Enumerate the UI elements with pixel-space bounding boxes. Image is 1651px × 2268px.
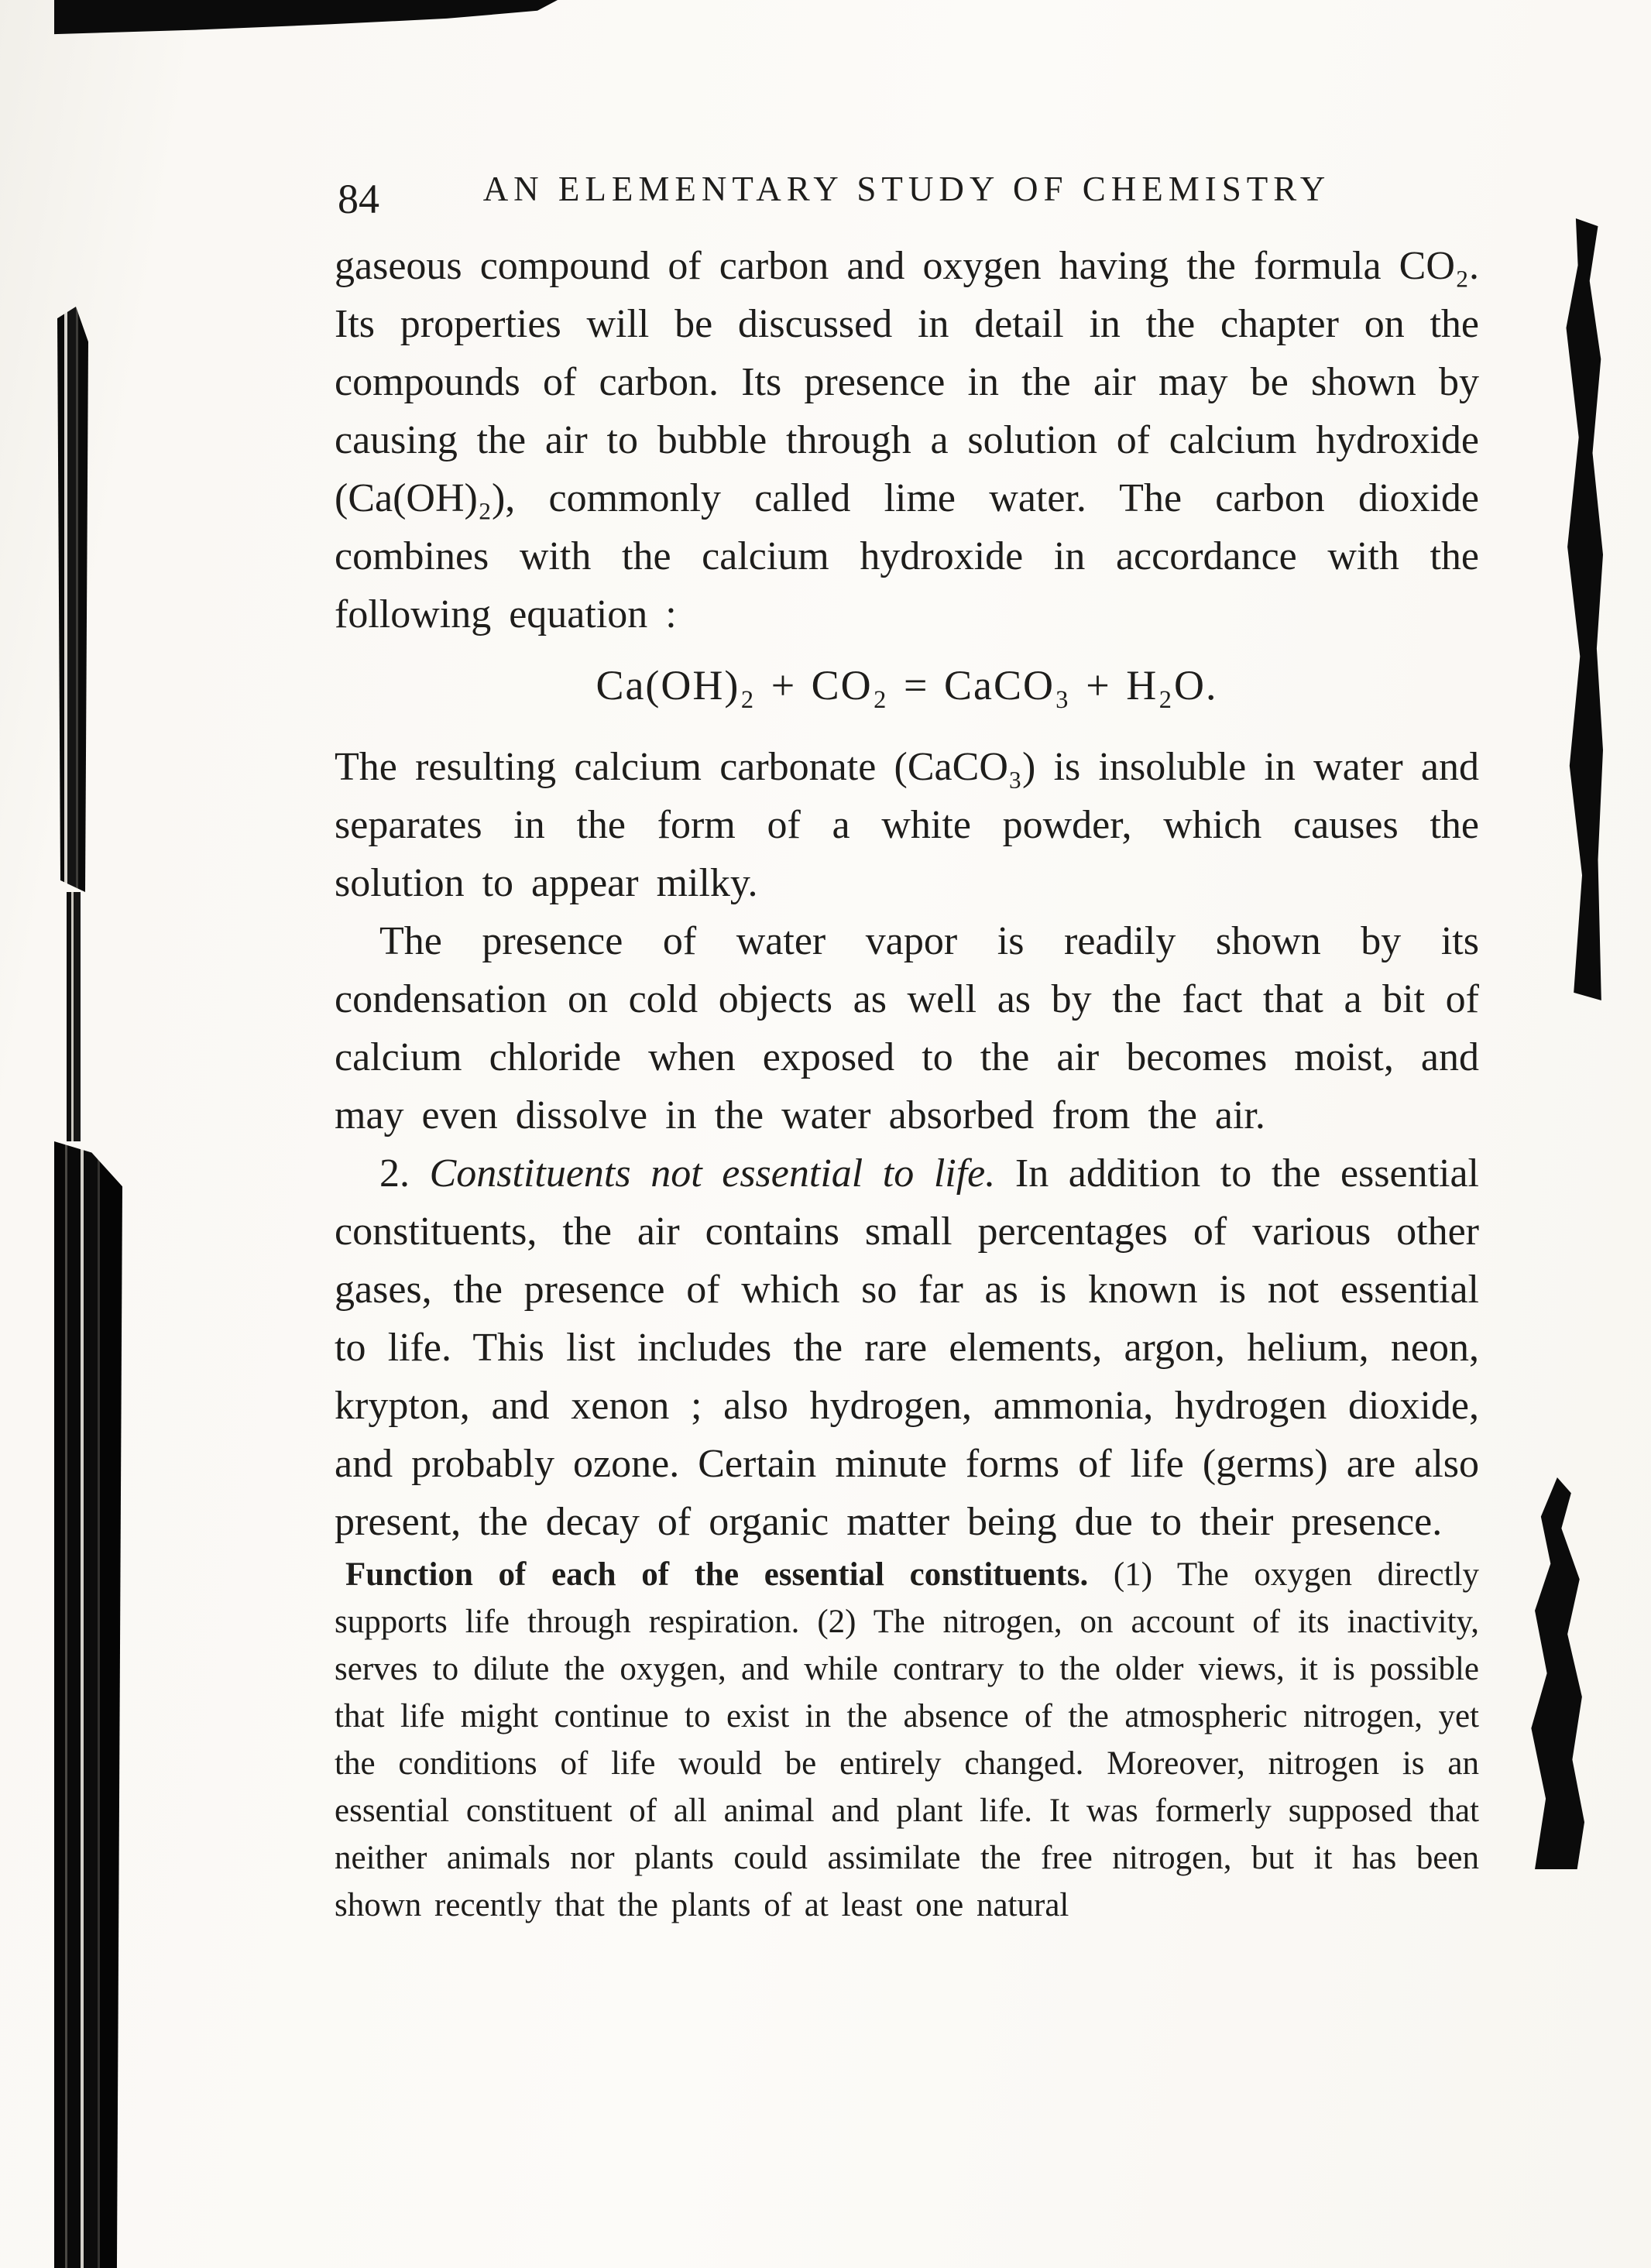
page-number: 84 bbox=[338, 176, 379, 222]
paragraph-5-body: (1) The oxygen directly supports life through respiration. (2) The nitrogen, on account of its inactivity, serves to dilute the oxygen, and while contrary to the older views, it is possible that life might continue to exist in the absence of the atmospheric nitrogen, yet the conditions of life would be entirely changed. Moreover, nitrogen is an essential constituent of all animal and plant life. It was formerly supposed that neither animals nor plants could assimilate the free nitrogen, but it has been shown recently that the plants of at least one natural bbox=[335, 1556, 1479, 1923]
running-head-title: AN ELEMENTARY STUDY OF CHEMISTRY bbox=[482, 170, 1331, 208]
scan-artifact-left-streak-upper bbox=[57, 307, 88, 892]
scan-artifact-right-blob-lower bbox=[1524, 1477, 1584, 1869]
paragraph-4-number: 2. bbox=[379, 1151, 410, 1196]
chemical-equation: Ca(OH)₂ + CO₂ = CaCO₃ + H₂O. bbox=[596, 662, 1218, 709]
paragraph-1: gaseous compound of carbon and oxygen having the formula CO₂. Its properties will be discussed in detail in the chapter on the compounds of carbon. Its presence in the air may be shown by causing the air to bubble through a solution of calcium hydroxide (Ca(OH)₂), commonly called lime water. The carbon dioxide combines with the calcium hydroxide in accordance with the following equation : bbox=[335, 244, 1479, 636]
paragraph-4 bbox=[335, 1144, 1479, 1551]
text-column bbox=[335, 237, 1479, 1929]
paragraph-5-small-print bbox=[335, 1551, 1479, 1929]
scan-artifact-right-blob-upper bbox=[1561, 218, 1603, 1000]
scan-artifact-left-streak-lower bbox=[54, 1141, 122, 2268]
scan-artifact-left-streak-middle bbox=[67, 892, 81, 1141]
paragraph-3: The presence of water vapor is readily shown by its condensation on cold objects as well as by the fact that a bit of calcium chloride when exposed to the air becomes moist, and may even dissolve in the water absorbed from the air. bbox=[335, 919, 1479, 1137]
paragraph-2: The resulting calcium carbonate (CaCO₃) is insoluble in water and separates in the form of a white powder, which causes the solution to appear milky. bbox=[335, 745, 1479, 905]
scan-artifact-top-bar bbox=[54, 0, 558, 36]
paragraph-5-bold-lead: Function of each of the essential constituents. bbox=[345, 1556, 1089, 1593]
paragraph-4-italic-lead: Constituents not essential to life. bbox=[429, 1151, 996, 1196]
paragraph-4-body: In addition to the essential constituents, the air contains small percentages of various other gases, the presence of which so far as is known is not essential to life. This list includes the rare elements, argon, helium, neon, krypton, and xenon ; also hydrogen, ammonia, hydrogen dioxide, and probably ozone. Certain minute forms of life (germs) are also present, the decay of organic matter being due to their presence. bbox=[335, 1151, 1479, 1544]
page-header bbox=[335, 169, 1479, 231]
